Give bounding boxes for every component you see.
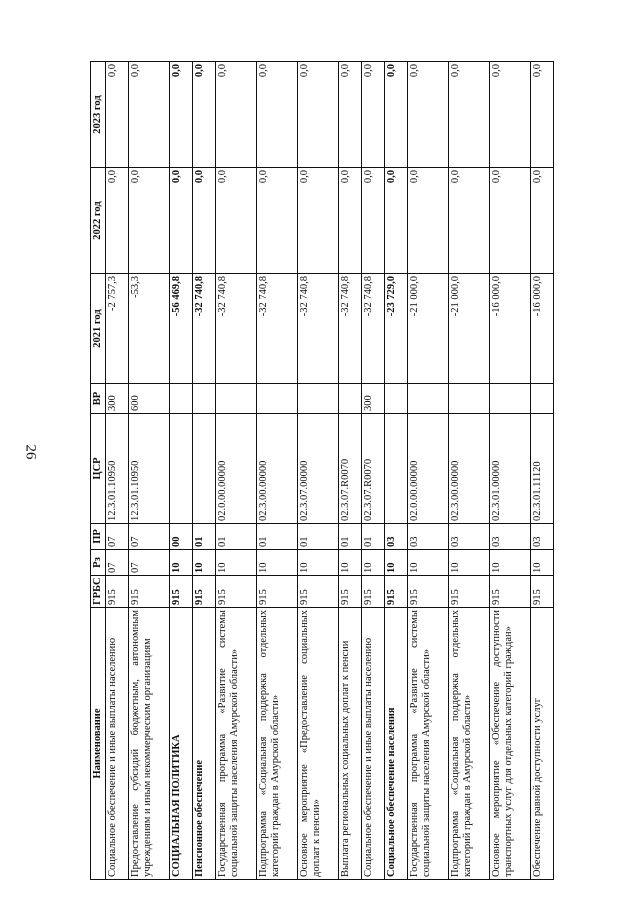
cell-pr: 03 (407, 524, 448, 550)
cell-grbs: 915 (256, 576, 297, 608)
cell-2021: -32 740,8 (192, 274, 215, 384)
cell-2022: 0,0 (256, 168, 297, 274)
cell-vr: 600 (128, 384, 169, 414)
cell-grbs: 915 (339, 576, 362, 608)
cell-csr: 02.3.01.00000 (489, 414, 530, 524)
cell-2022: 0,0 (448, 168, 489, 274)
cell-pr: 01 (339, 524, 362, 550)
cell-2022: 0,0 (169, 168, 192, 274)
table-header-row (91, 62, 106, 880)
header-vr: ВР (91, 384, 106, 414)
cell-2022: 0,0 (384, 168, 407, 274)
cell-name: Пенсионное обеспечение (192, 608, 215, 880)
page-number: 26 (22, 444, 39, 460)
cell-name: Основное мероприятие «Предоставление социальных доплат к пенсии» (297, 608, 338, 880)
cell-grbs: 915 (531, 576, 554, 608)
cell-grbs: 915 (192, 576, 215, 608)
cell-rz: 10 (448, 550, 489, 576)
cell-rz: 07 (128, 550, 169, 576)
cell-vr (215, 384, 256, 414)
cell-name: Выплата региональных социальных доплат к пенсии (339, 608, 362, 880)
cell-rz: 10 (531, 550, 554, 576)
cell-2023: 0,0 (448, 62, 489, 168)
cell-2021: -16 000,0 (489, 274, 530, 384)
cell-pr: 07 (106, 524, 129, 550)
table-row (256, 62, 297, 880)
cell-2022: 0,0 (215, 168, 256, 274)
cell-2023: 0,0 (361, 62, 384, 168)
cell-csr (192, 414, 215, 524)
cell-csr: 02.0.00.00000 (215, 414, 256, 524)
cell-2021: -56 469,8 (169, 274, 192, 384)
cell-2021: -32 740,8 (297, 274, 338, 384)
cell-2023: 0,0 (339, 62, 362, 168)
cell-csr: 02.3.07.R0070 (361, 414, 384, 524)
header-2022: 2022 год (91, 168, 106, 274)
table-row (169, 62, 192, 880)
cell-name: Обеспечение равной доступности услуг (531, 608, 554, 880)
cell-2021: -21 000,0 (407, 274, 448, 384)
cell-csr: 12.3.01.10950 (106, 414, 129, 524)
table-row (106, 62, 129, 880)
header-rz: Рз (91, 550, 106, 576)
cell-pr: 01 (297, 524, 338, 550)
header-csr: ЦСР (91, 414, 106, 524)
cell-name: Социальное обеспечение и иные выплаты населению (361, 608, 384, 880)
cell-rz: 10 (384, 550, 407, 576)
header-2023: 2023 год (91, 62, 106, 168)
cell-2021: -23 729,0 (384, 274, 407, 384)
cell-name: Подпрограмма «Социальная поддержка отдельных категорий граждан в Амурской области» (448, 608, 489, 880)
table-row (339, 62, 362, 880)
cell-grbs: 915 (106, 576, 129, 608)
cell-2022: 0,0 (106, 168, 129, 274)
cell-pr: 00 (169, 524, 192, 550)
table-row (448, 62, 489, 880)
cell-rz: 10 (489, 550, 530, 576)
cell-rz: 10 (297, 550, 338, 576)
table-row (384, 62, 407, 880)
cell-2021: -16 000,0 (531, 274, 554, 384)
cell-pr: 03 (489, 524, 530, 550)
cell-pr: 03 (448, 524, 489, 550)
table-row (407, 62, 448, 880)
cell-name: Социальное обеспечение населения (384, 608, 407, 880)
cell-csr (169, 414, 192, 524)
table-row (215, 62, 256, 880)
header-grbs: ГРБС (91, 576, 106, 608)
table-row (128, 62, 169, 880)
cell-pr: 01 (361, 524, 384, 550)
cell-grbs: 915 (297, 576, 338, 608)
cell-2022: 0,0 (407, 168, 448, 274)
cell-rz: 10 (215, 550, 256, 576)
cell-2021: -32 740,8 (215, 274, 256, 384)
cell-grbs: 915 (361, 576, 384, 608)
header-2021: 2021 год (91, 274, 106, 384)
cell-rz: 10 (169, 550, 192, 576)
cell-2023: 0,0 (297, 62, 338, 168)
budget-table (90, 61, 554, 880)
cell-name: Предоставление субсидий бюджетным, автономным учреждениям и иным некоммерческим организациям (128, 608, 169, 880)
cell-name: Подпрограмма «Социальная поддержка отдельных категорий граждан в Амурской области» (256, 608, 297, 880)
header-pr: ПР (91, 524, 106, 550)
cell-csr: 02.3.00.00000 (256, 414, 297, 524)
cell-grbs: 915 (169, 576, 192, 608)
header-name: Наименование (91, 608, 106, 880)
cell-vr (489, 384, 530, 414)
cell-csr: 12.3.01.10950 (128, 414, 169, 524)
cell-pr: 01 (215, 524, 256, 550)
table-row (192, 62, 215, 880)
cell-2023: 0,0 (256, 62, 297, 168)
cell-rz: 07 (106, 550, 129, 576)
cell-vr (448, 384, 489, 414)
cell-vr: 300 (361, 384, 384, 414)
cell-2022: 0,0 (192, 168, 215, 274)
cell-2023: 0,0 (407, 62, 448, 168)
cell-vr (531, 384, 554, 414)
cell-vr (256, 384, 297, 414)
cell-name: СОЦИАЛЬНАЯ ПОЛИТИКА (169, 608, 192, 880)
table-row (297, 62, 338, 880)
cell-pr: 01 (192, 524, 215, 550)
cell-2023: 0,0 (489, 62, 530, 168)
cell-name: Государственная программа «Развитие системы социальной защиты населения Амурской области» (215, 608, 256, 880)
cell-grbs: 915 (384, 576, 407, 608)
cell-pr: 03 (384, 524, 407, 550)
cell-name: Государственная программа «Развитие системы социальной защиты населения Амурской области» (407, 608, 448, 880)
cell-vr (169, 384, 192, 414)
cell-csr: 02.3.07.R0070 (339, 414, 362, 524)
table-row (361, 62, 384, 880)
cell-2023: 0,0 (169, 62, 192, 168)
cell-2022: 0,0 (297, 168, 338, 274)
cell-name: Социальное обеспечение и иные выплаты населению (106, 608, 129, 880)
table-row (489, 62, 530, 880)
cell-pr: 03 (531, 524, 554, 550)
cell-2023: 0,0 (106, 62, 129, 168)
cell-grbs: 915 (215, 576, 256, 608)
cell-2023: 0,0 (128, 62, 169, 168)
cell-grbs: 915 (407, 576, 448, 608)
cell-vr (192, 384, 215, 414)
cell-2021: -2 757,3 (106, 274, 129, 384)
cell-2022: 0,0 (489, 168, 530, 274)
budget-table-container (90, 62, 554, 880)
cell-2023: 0,0 (384, 62, 407, 168)
cell-rz: 10 (192, 550, 215, 576)
cell-grbs: 915 (489, 576, 530, 608)
cell-2022: 0,0 (339, 168, 362, 274)
cell-grbs: 915 (128, 576, 169, 608)
cell-rz: 10 (256, 550, 297, 576)
cell-csr: 02.3.07.00000 (297, 414, 338, 524)
table-row (531, 62, 554, 880)
cell-2023: 0,0 (531, 62, 554, 168)
cell-vr: 300 (106, 384, 129, 414)
cell-grbs: 915 (448, 576, 489, 608)
cell-pr: 01 (256, 524, 297, 550)
cell-pr: 07 (128, 524, 169, 550)
cell-csr: 02.3.01.11120 (531, 414, 554, 524)
cell-2021: -53,3 (128, 274, 169, 384)
cell-rz: 10 (361, 550, 384, 576)
cell-2022: 0,0 (361, 168, 384, 274)
cell-csr: 02.3.00.00000 (448, 414, 489, 524)
cell-csr (384, 414, 407, 524)
cell-name: Основное мероприятие «Обеспечение доступности транспортных услуг для отдельных категорий граждан» (489, 608, 530, 880)
cell-2022: 0,0 (531, 168, 554, 274)
cell-vr (384, 384, 407, 414)
cell-csr: 02.0.00.00000 (407, 414, 448, 524)
cell-2021: -21 000,0 (448, 274, 489, 384)
cell-vr (407, 384, 448, 414)
cell-2023: 0,0 (215, 62, 256, 168)
cell-rz: 10 (339, 550, 362, 576)
cell-2021: -32 740,8 (361, 274, 384, 384)
cell-2021: -32 740,8 (339, 274, 362, 384)
cell-2021: -32 740,8 (256, 274, 297, 384)
cell-vr (297, 384, 338, 414)
cell-vr (339, 384, 362, 414)
cell-2023: 0,0 (192, 62, 215, 168)
cell-2022: 0,0 (128, 168, 169, 274)
cell-rz: 10 (407, 550, 448, 576)
